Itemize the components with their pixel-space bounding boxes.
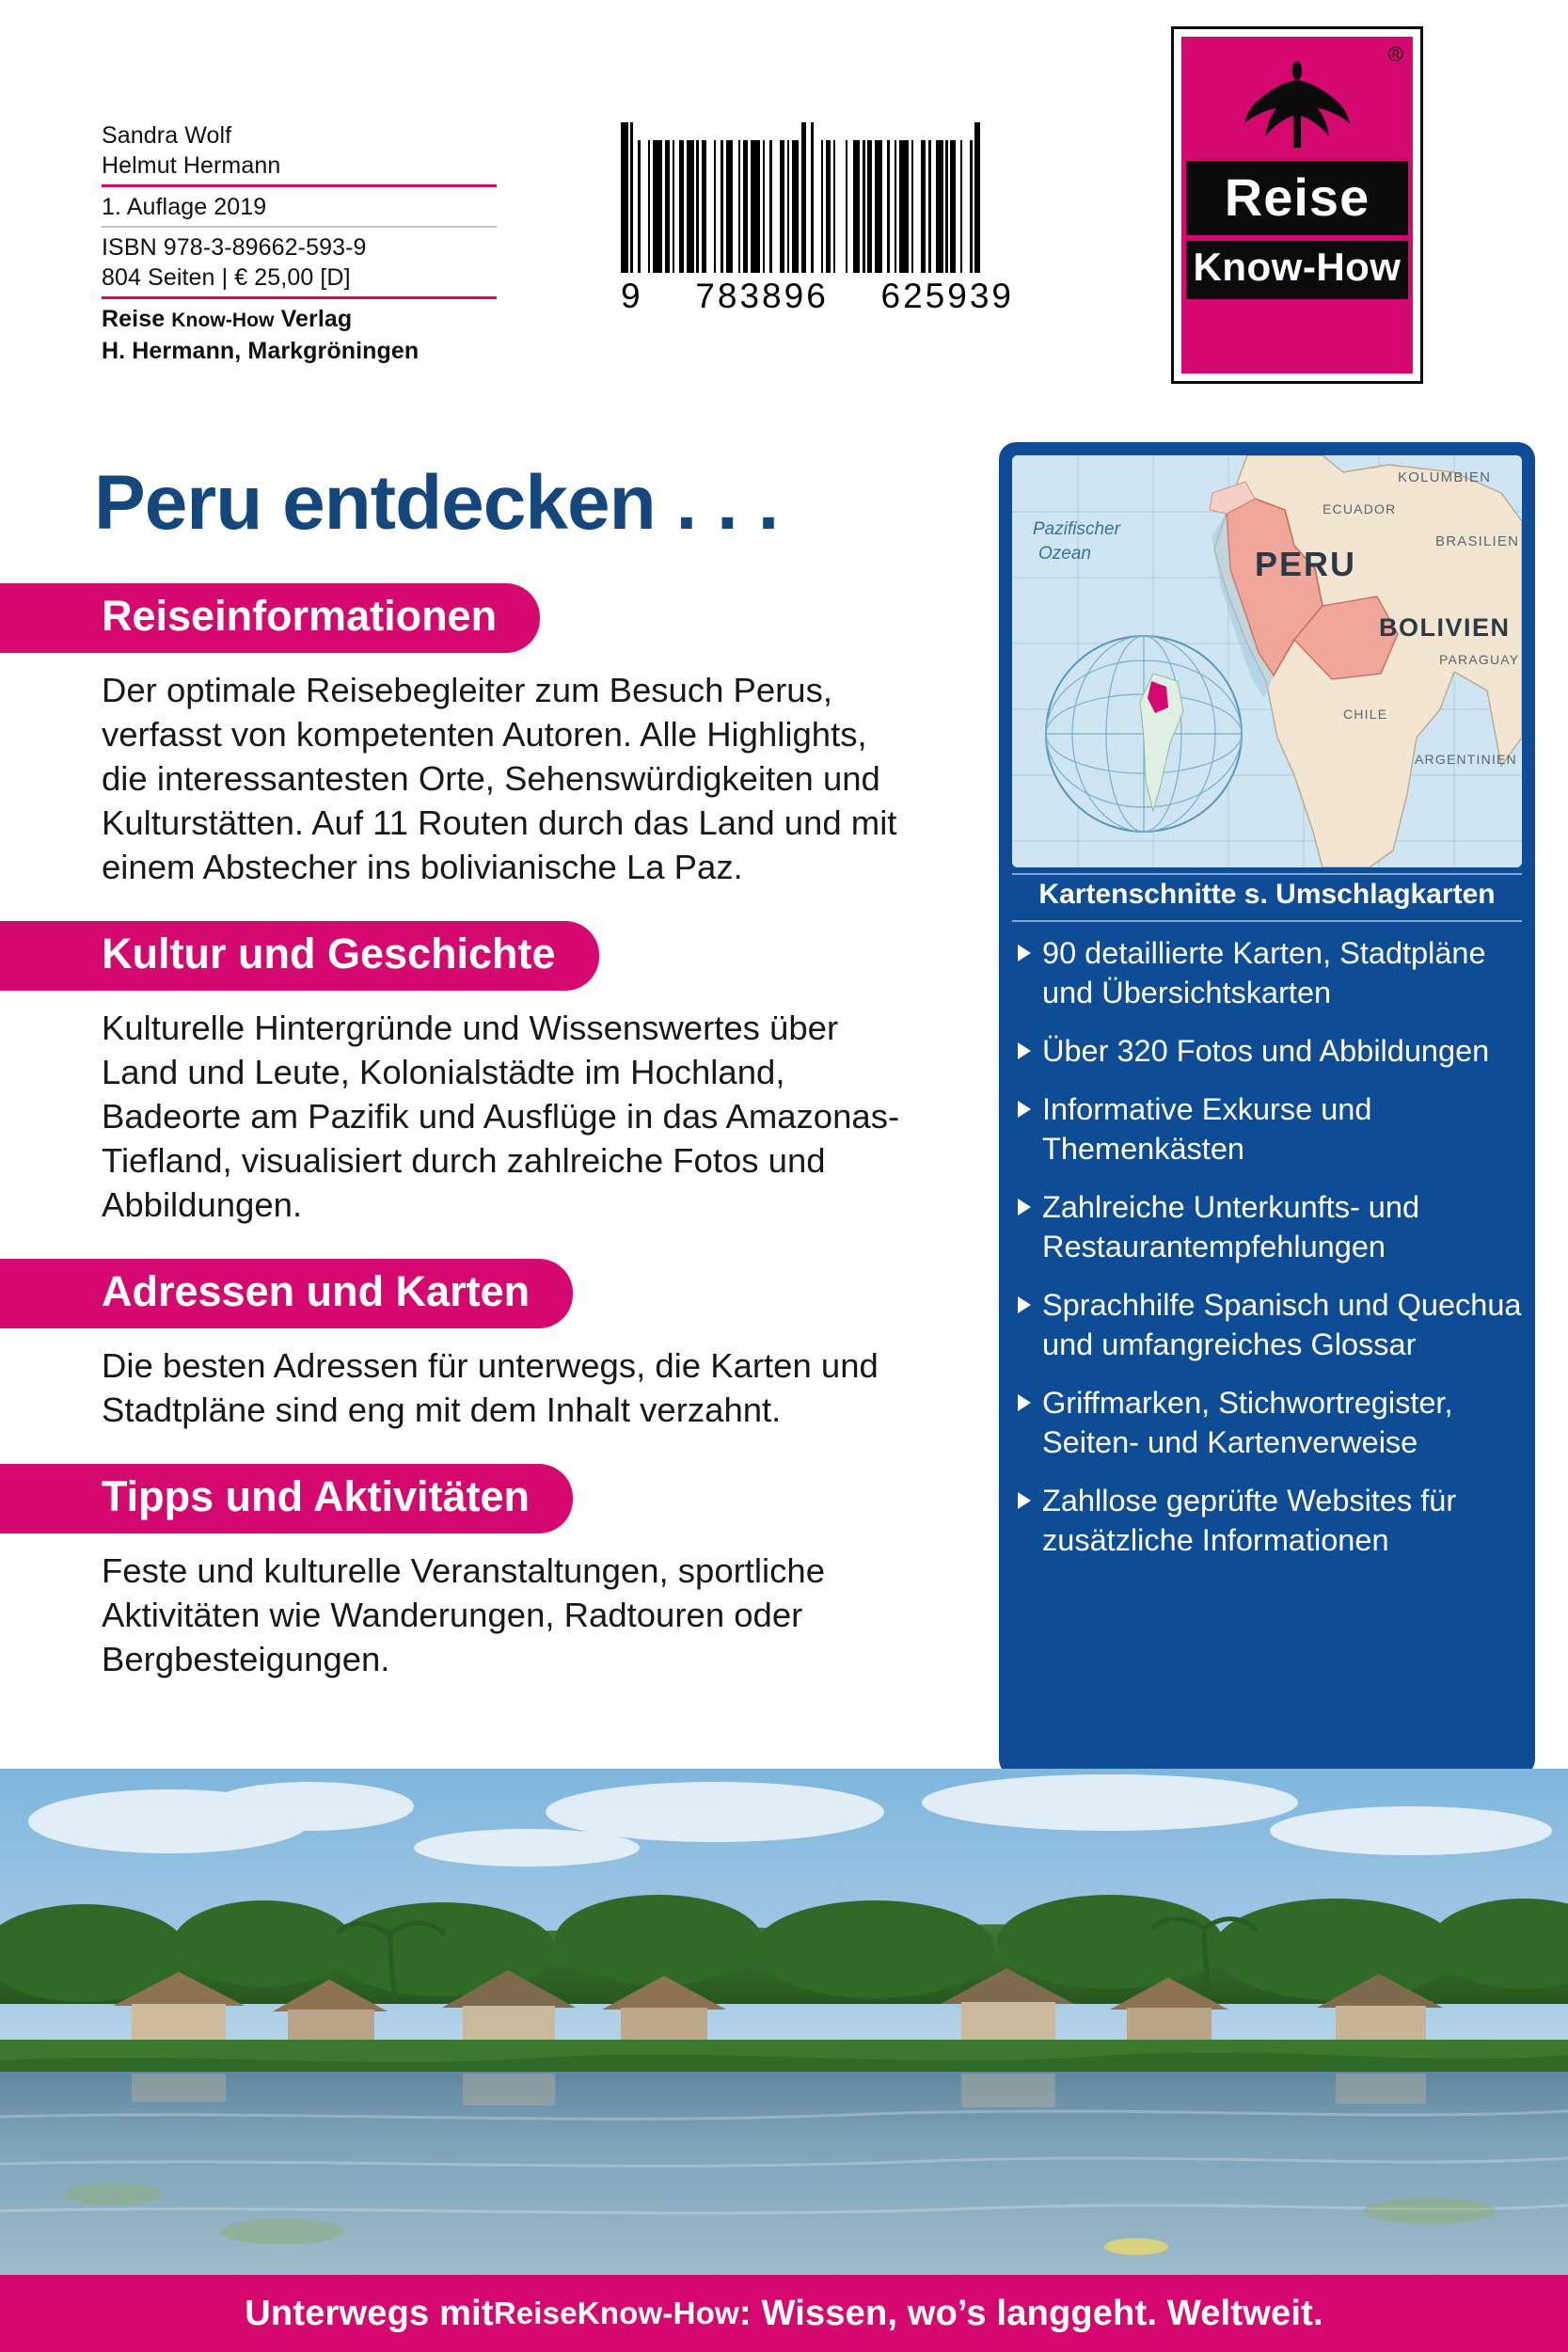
barcode-bar [875, 140, 882, 273]
ean-barcode [621, 122, 1016, 320]
list-item [1018, 1383, 1526, 1462]
map-label-ozean-2: Ozean [1038, 544, 1091, 564]
map-label-chile: CHILE [1343, 707, 1388, 722]
publisher-word-verlag: Verlag [280, 306, 353, 332]
section-text-adressen-und-karten: Die besten Adressen für unterwegs, die Karten und Stadtpläne sind eng mit dem Inhalt verzahnt. [102, 1346, 879, 1429]
list-item [1018, 1089, 1526, 1168]
publisher-brand-knowhow: Know-How [171, 310, 275, 331]
feature-text: Informative Exkurse und Themenkästen [1042, 1092, 1372, 1166]
imprint-divider-1 [102, 184, 497, 187]
list-item [1018, 1481, 1526, 1560]
barcode-digits [621, 277, 1014, 316]
barcode-bar [687, 140, 694, 273]
triangle-bullet-icon [1018, 1199, 1031, 1216]
section-heading-row-3 [0, 1464, 941, 1534]
features-list [1018, 933, 1526, 1579]
barcode-bar [792, 140, 800, 273]
barcode-bar [835, 140, 845, 273]
map-graphic [1012, 455, 1522, 867]
barcode-bar [706, 140, 714, 273]
list-item [1018, 933, 1526, 1012]
barcode-bar [653, 140, 662, 273]
feature-text: Griffmarken, Stichwortregister, Seiten- und Kartenverweise [1042, 1386, 1453, 1459]
barcode-bar [899, 140, 909, 273]
barcode-bar [621, 122, 628, 273]
triangle-bullet-icon [1018, 945, 1031, 961]
map-label-peru: PERU [1255, 545, 1357, 583]
map-label-kolumbien: KOLUMBIEN [1398, 469, 1492, 485]
barcode-bar [772, 140, 780, 273]
page-title: Peru entdecken . . . [94, 460, 779, 546]
section-heading-reiseinformationen: Reiseinformationen [0, 583, 540, 653]
map-label-argentinien: ARGENTINIEN [1415, 752, 1517, 767]
cover-photo [0, 1769, 1568, 2277]
map-label-ozean-1: Pazifischer [1033, 519, 1120, 539]
triangle-bullet-icon [1018, 1101, 1031, 1118]
registered-trademark-icon: ® [1387, 42, 1403, 66]
footer-brand-knowhow: Know-How [577, 2296, 739, 2330]
section-text-tipps-und-aktivitaeten: Feste und kulturelle Veranstaltungen, sportliche Aktivitäten wie Wanderungen, Radtouren oder Bergbesteigungen. [102, 1551, 825, 1678]
feature-text: Zahlreiche Unterkunfts- und Restaurantempfehlungen [1042, 1190, 1420, 1263]
section-heading-row-1 [0, 921, 941, 991]
triangle-bullet-icon [1018, 1042, 1031, 1059]
list-item [1018, 1285, 1526, 1364]
map-caption-divider-top [1012, 873, 1522, 875]
barcode-bar [980, 122, 983, 273]
map-label-brasilien: BRASILIEN [1435, 533, 1520, 549]
section-heading-row-0 [0, 583, 941, 653]
publisher-line-1 [102, 304, 497, 336]
footer-text-part2: : Wissen, wo’s langgeht. Weltweit. [738, 2293, 1323, 2333]
imprint-block [102, 120, 497, 366]
imprint-divider-3 [102, 296, 497, 299]
barcode-bar [641, 140, 648, 273]
footer-banner [0, 2275, 1568, 2352]
map-label-ecuador: ECUADOR [1323, 501, 1397, 516]
triangle-bullet-icon [1018, 1394, 1031, 1411]
section-heading-row-2 [0, 1259, 941, 1328]
barcode-bar [962, 140, 970, 273]
section-heading-tipps-und-aktivitaeten: Tipps und Aktivitäten [0, 1464, 573, 1534]
map-caption: Kartenschnitte s. Umschlagkarten [1038, 879, 1496, 910]
edition-line: 1. Auflage 2019 [102, 194, 267, 220]
feature-text: Über 320 Fotos und Abbildungen [1042, 1034, 1490, 1068]
list-item [1018, 1031, 1526, 1071]
section-heading-adressen-und-karten: Adressen und Karten [0, 1259, 573, 1328]
author-name-2: Helmut Hermann [102, 152, 281, 179]
author-name-1: Sandra Wolf [102, 122, 232, 149]
map-label-bolivien: BOLIVIEN [1379, 613, 1511, 642]
barcode-bar [913, 140, 921, 273]
logo-text-reise: Reise [1186, 161, 1408, 235]
barcode-bar [853, 140, 861, 273]
feature-text: Zahllose geprüfte Websites für zusätzliche Informationen [1042, 1484, 1457, 1557]
barcode-bar [726, 140, 734, 273]
publisher-brand-reise: Reise [102, 306, 166, 332]
logo-text-know-how: Know-How [1186, 241, 1408, 299]
barcode-bar [936, 140, 943, 273]
south-america-map [1012, 455, 1522, 867]
reise-know-how-logo [1171, 26, 1423, 384]
barcode-bar [814, 122, 821, 273]
list-item [1018, 1187, 1526, 1266]
publisher-line-2: H. Hermann, Markgröningen [102, 338, 420, 364]
barcode-digit-left: 9 [621, 277, 643, 315]
features-panel [999, 442, 1535, 1776]
barcode-group-2: 625939 [880, 277, 1014, 315]
section-text-reiseinformationen: Der optimale Reisebegleiter zum Besuch Perus, verfasst von kompetenten Autoren. Alle Highlights, die interessantesten Orte, Sehenswürdigkeiten und Kulturstätten. Auf 11 Routen durch das Land und mit einem Abstecher ins bolivianische La Paz. [102, 671, 897, 886]
footer-text-part1: Unterwegs mit [245, 2293, 494, 2333]
feature-text: 90 detaillierte Karten, Stadtpläne und Übersichtskarten [1042, 936, 1486, 1009]
map-caption-divider-bottom [1012, 920, 1522, 922]
map-label-paraguay: PARAGUAY [1439, 652, 1520, 667]
logo-inner-panel [1181, 37, 1413, 373]
footer-brand-reise: Reise [493, 2296, 578, 2330]
imprint-divider-2 [102, 226, 497, 228]
barcode-group-1: 783896 [695, 277, 829, 315]
amazon-village-river-photo [0, 1769, 1568, 2277]
sections-column [0, 583, 941, 1713]
condor-bird-icon [1241, 54, 1354, 155]
pages-price-line: 804 Seiten | € 25,00 [D] [102, 264, 351, 291]
barcode-bars [621, 122, 1016, 273]
triangle-bullet-icon [1018, 1296, 1031, 1313]
triangle-bullet-icon [1018, 1492, 1031, 1509]
barcode-bar [751, 140, 760, 273]
section-text-kultur-und-geschichte: Kulturelle Hintergründe und Wissenswertes über Land und Leute, Kolonialstädte im Hochland, Badeorte am Pazifik und Ausflüge in das Amazonas-Tiefland, visualisiert durch zahlreiche Fotos und Abbildungen. [102, 1009, 900, 1224]
isbn-line: ISBN 978-3-89662-593-9 [102, 234, 367, 261]
feature-text: Sprachhilfe Spanisch und Quechua und umfangreiches Glossar [1042, 1288, 1522, 1361]
section-heading-kultur-und-geschichte: Kultur und Geschichte [0, 921, 599, 991]
